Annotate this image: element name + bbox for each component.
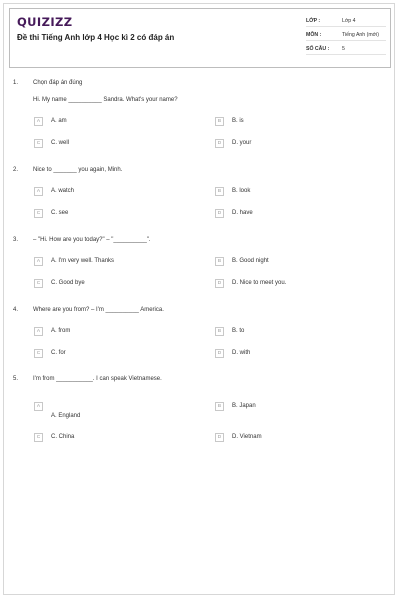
option-text: C. Good bye xyxy=(51,280,85,286)
option-letter-box: A xyxy=(34,327,43,336)
option-letter-box: C xyxy=(34,139,43,148)
option-letter-box: A xyxy=(34,257,43,266)
option-text: C. for xyxy=(51,350,66,356)
question-number: 3. xyxy=(13,237,19,243)
option-letter-box: A xyxy=(34,187,43,196)
question-prompt: Hi. My name __________ Sandra. What's your name? xyxy=(33,97,178,103)
question-text: – "Hi. How are you today?" – "__________". xyxy=(33,237,151,243)
option-letter-box: A xyxy=(34,402,43,411)
question-text: I'm from ___________. I can speak Vietnamese. xyxy=(33,376,162,382)
option-text: D. Vietnam xyxy=(232,434,262,440)
question-text: Nice to _______ you again, Minh. xyxy=(33,167,123,173)
question-text: Where are you from? – I'm __________ America. xyxy=(33,307,164,313)
worksheet-title: Đề thi Tiếng Anh lớp 4 Học kì 2 có đáp án xyxy=(17,33,175,42)
option-text: A. England xyxy=(51,413,81,419)
worksheet-header xyxy=(9,8,391,68)
option-text: A. from xyxy=(51,328,71,334)
question-text: Chọn đáp án đúng xyxy=(33,80,83,86)
option-text: C. well xyxy=(51,140,70,146)
page-border xyxy=(3,3,395,595)
option-letter-box: C xyxy=(34,349,43,358)
option-letter-box: D xyxy=(215,209,224,218)
option-text: D. have xyxy=(232,210,253,216)
meta-value: Tiếng Anh (mới) xyxy=(342,32,379,38)
option-text: B. Japan xyxy=(232,403,256,409)
meta-divider xyxy=(306,54,386,55)
option-letter-box: B xyxy=(215,187,224,196)
option-letter-box: D xyxy=(215,349,224,358)
option-letter-box: B xyxy=(215,402,224,411)
question-number: 5. xyxy=(13,376,19,382)
question-number: 4. xyxy=(13,307,19,313)
meta-value: Lớp 4 xyxy=(342,18,356,24)
option-text: B. Good night xyxy=(232,258,269,264)
option-text: B. is xyxy=(232,118,244,124)
option-text: D. Nice to meet you. xyxy=(232,280,287,286)
option-letter-box: C xyxy=(34,433,43,442)
option-letter-box: C xyxy=(34,209,43,218)
meta-row-question-count xyxy=(306,43,386,55)
meta-label: SỐ CÂU : xyxy=(306,46,330,52)
option-text: C. see xyxy=(51,210,69,216)
option-letter-box: B xyxy=(215,327,224,336)
option-text: D. your xyxy=(232,140,252,146)
quizizz-logo: QUIZIZZ xyxy=(17,15,73,29)
meta-divider xyxy=(306,40,386,41)
meta-label: LỚP : xyxy=(306,18,321,24)
option-text: A. am xyxy=(51,118,67,124)
option-letter-box: B xyxy=(215,117,224,126)
option-letter-box: D xyxy=(215,279,224,288)
meta-divider xyxy=(306,26,386,27)
option-letter-box: D xyxy=(215,139,224,148)
option-letter-box: C xyxy=(34,279,43,288)
meta-label: MÔN : xyxy=(306,32,322,38)
option-text: D. with xyxy=(232,350,251,356)
option-letter-box: A xyxy=(34,117,43,126)
meta-row-subject xyxy=(306,29,386,41)
option-text: A. I'm very well. Thanks xyxy=(51,258,115,264)
option-letter-box: D xyxy=(215,433,224,442)
option-letter-box: B xyxy=(215,257,224,266)
option-text: B. look xyxy=(232,188,251,194)
question-number: 2. xyxy=(13,167,19,173)
meta-row-grade xyxy=(306,15,386,27)
question-number: 1. xyxy=(13,80,19,86)
meta-value: 5 xyxy=(342,46,345,52)
option-text: C. China xyxy=(51,434,75,440)
option-text: A. watch xyxy=(51,188,75,194)
option-text: B. to xyxy=(232,328,245,334)
